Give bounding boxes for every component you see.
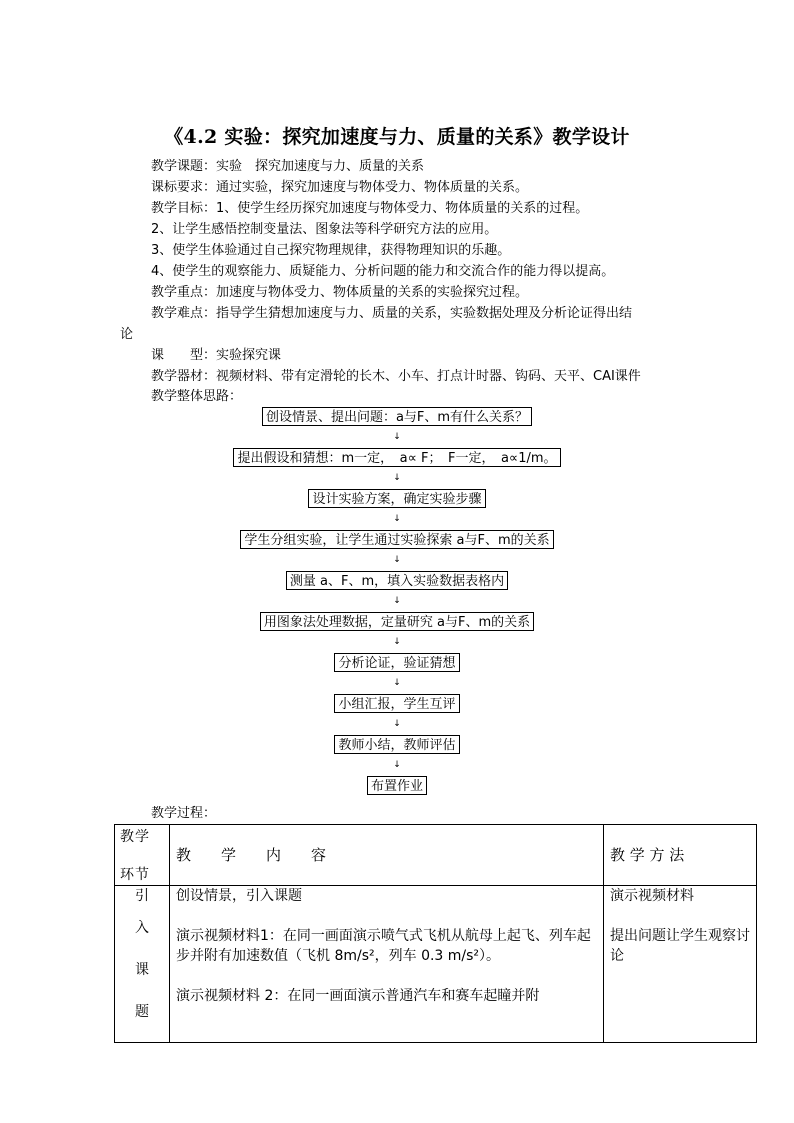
stage-cell (115, 886, 170, 1043)
flow-step: 设计实验方案，确定实验步骤 (308, 489, 485, 508)
stage-char: 题 (135, 1004, 149, 1020)
flow-step: 分析论证，验证猜想 (334, 653, 459, 672)
down-arrow-icon: ↓ (393, 596, 401, 606)
method-paragraph: 提出问题让学生观察讨论 (610, 928, 750, 964)
difficulty-line-2: 论 (120, 327, 134, 342)
header-method-label: 教 学 方 法 (610, 846, 685, 864)
flow-step: 教师小结，教师评估 (334, 735, 459, 754)
teaching-goal-3: 3、使学生体验通过自己探究物理规律，获得物理知识的乐趣。 (151, 243, 511, 258)
stage-char: 课 (135, 962, 149, 978)
table-header-row (115, 825, 757, 886)
flow-step: 用图象法处理数据，定量研究 a与F、m的关系 (260, 612, 534, 631)
content-paragraph: 创设情景，引入课题 (176, 888, 302, 904)
down-arrow-icon: ↓ (393, 637, 401, 647)
key-point: 教学重点：加速度与物体受力、物体质量的关系的实验探究过程。 (151, 285, 529, 300)
header-stage-line-2: 环节 (120, 867, 150, 883)
flow-step: 测量 a、F、m，填入实验数据表格内 (286, 571, 508, 590)
flow-step: 学生分组实验，让学生通过实验探索 a与F、m的关系 (240, 530, 553, 549)
header-content-label: 教 学 内 容 (176, 846, 327, 864)
down-arrow-icon: ↓ (393, 432, 401, 442)
document-title: 《4.2 实验：探究加速度与力、质量的关系》教学设计 (164, 126, 630, 148)
down-arrow-icon: ↓ (393, 555, 401, 565)
header-stage (115, 825, 170, 886)
overall-approach-label: 教学整体思路： (151, 389, 243, 404)
down-arrow-icon: ↓ (393, 473, 401, 483)
down-arrow-icon: ↓ (393, 760, 401, 770)
content-paragraph: 演示视频材料 2：在同一画面演示普通汽车和赛车起瞳并附 (176, 988, 540, 1004)
content-cell (170, 886, 604, 1043)
lesson-type: 课 型：实验探究课 (151, 348, 282, 363)
lesson-topic: 教学课题：实验 探究加速度与力、质量的关系 (151, 159, 425, 174)
teaching-goal-4: 4、使学生的观察能力、质疑能力、分析问题的能力和交流合作的能力得以提高。 (151, 264, 615, 279)
header-stage-line-1: 教学 (120, 829, 150, 845)
equipment: 教学器材：视频材料、带有定滑轮的长木、小车、打点计时器、钩码、天平、CAI课件 (151, 369, 641, 384)
flow-step: 创设情景、提出问题：a与F、m有什么关系？ (262, 407, 532, 426)
method-cell (604, 886, 757, 1043)
header-method (604, 825, 757, 886)
teaching-goal-2: 2、让学生感悟控制变量法、图象法等科学研究方法的应用。 (151, 222, 498, 237)
stage-char: 入 (135, 920, 149, 936)
flow-step: 布置作业 (367, 776, 427, 795)
teaching-process-label: 教学过程： (151, 806, 217, 821)
stage-char: 引 (135, 888, 149, 904)
flow-step: 提出假设和猜想：m一定， a∝ F； F一定， a∝1/m。 (233, 448, 560, 467)
header-content (170, 825, 604, 886)
down-arrow-icon: ↓ (393, 678, 401, 688)
method-paragraph: 演示视频材料 (610, 888, 694, 904)
teaching-goal-1: 教学目标：1、使学生经历探究加速度与物体受力、物体质量的关系的过程。 (151, 201, 589, 216)
teaching-flowchart (0, 407, 794, 795)
down-arrow-icon: ↓ (393, 719, 401, 729)
curriculum-standard: 课标要求：通过实验，探究加速度与物体受力、物体质量的关系。 (151, 180, 529, 195)
content-paragraph: 演示视频材料1：在同一画面演示喷气式飞机从航母上起飞、列车起步并附有加速数值（飞机 8m/s²，列车 0.3 m/s²）。 (176, 928, 591, 964)
difficulty-line-1: 教学难点：指导学生猜想加速度与力、质量的关系，实验数据处理及分析论证得出结 (151, 306, 633, 321)
table-row (115, 886, 757, 1043)
down-arrow-icon: ↓ (393, 514, 401, 524)
teaching-process-table (114, 824, 757, 1043)
flow-step: 小组汇报，学生互评 (334, 694, 459, 713)
